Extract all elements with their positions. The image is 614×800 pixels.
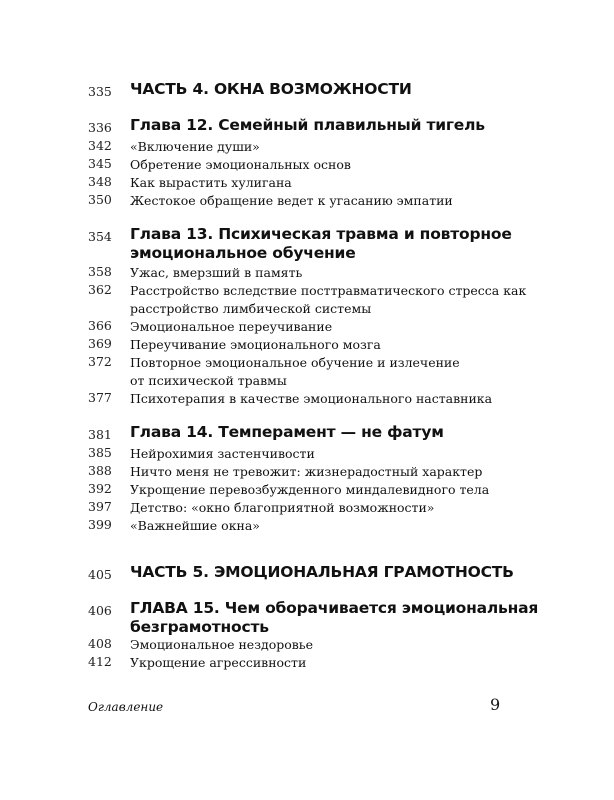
toc-page-number: 354 xyxy=(88,229,112,244)
toc-title: Как вырастить хулигана xyxy=(130,175,292,190)
toc-title: Жестокое обращение ведет к угасанию эмпатии xyxy=(130,193,453,208)
toc-page-number: 348 xyxy=(88,174,112,189)
toc-title-continuation: от психической травмы xyxy=(130,373,287,388)
toc-page-number: 362 xyxy=(88,282,112,297)
toc-page-number: 397 xyxy=(88,499,112,514)
toc-page-number: 388 xyxy=(88,463,112,478)
toc-title: Глава 13. Психическая травма и повторное xyxy=(130,225,512,243)
toc-title: «Включение души» xyxy=(130,139,260,154)
toc-title: Глава 12. Семейный плавильный тигель xyxy=(130,116,485,134)
toc-title: ЧАСТЬ 4. ОКНА ВОЗМОЖНОСТИ xyxy=(130,80,412,98)
toc-page-number: 408 xyxy=(88,636,112,651)
toc-page-number: 336 xyxy=(88,120,112,135)
toc-page-number: 358 xyxy=(88,264,112,279)
toc-page-number: 381 xyxy=(88,427,112,442)
toc-title: Расстройство вследствие посттравматического стресса как xyxy=(130,283,527,298)
toc-title-continuation: расстройство лимбической системы xyxy=(130,301,372,316)
toc-title: Нейрохимия застенчивости xyxy=(130,446,315,461)
toc-title: Укрощение перевозбужденного миндалевидного тела xyxy=(130,482,490,497)
toc-page-number: 399 xyxy=(88,517,112,532)
toc-page-number: 405 xyxy=(88,567,112,582)
toc-page-number: 406 xyxy=(88,603,112,618)
toc-title-continuation: эмоциональное обучение xyxy=(130,244,356,262)
toc-page-number: 335 xyxy=(88,84,112,99)
toc-title: Ужас, вмерзший в память xyxy=(130,265,303,280)
toc-page-number: 412 xyxy=(88,654,112,669)
toc-title: Обретение эмоциональных основ xyxy=(130,157,351,172)
toc-title: Укрощение агрессивности xyxy=(130,655,307,670)
toc-title: Переучивание эмоционального мозга xyxy=(130,337,381,352)
toc-title: Эмоциональное нездоровье xyxy=(130,637,314,652)
toc-title: ЧАСТЬ 5. ЭМОЦИОНАЛЬНАЯ ГРАМОТНОСТЬ xyxy=(130,563,514,581)
toc-title: «Важнейшие окна» xyxy=(130,518,260,533)
toc-page-number: 392 xyxy=(88,481,112,496)
toc-title-continuation: безграмотность xyxy=(130,618,269,636)
toc-page-number: 366 xyxy=(88,318,112,333)
toc-title: Ничто меня не тревожит: жизнерадостный характер xyxy=(130,464,483,479)
toc-page-number: 350 xyxy=(88,192,112,207)
page-number: 9 xyxy=(490,695,501,714)
running-footer-label: Оглавление xyxy=(88,700,164,714)
toc-page-number: 369 xyxy=(88,336,112,351)
toc-page-number: 385 xyxy=(88,445,112,460)
toc-title: Психотерапия в качестве эмоционального наставника xyxy=(130,391,493,406)
toc-title: Повторное эмоциональное обучение и излечение xyxy=(130,355,460,370)
toc-page-number: 342 xyxy=(88,138,112,153)
toc-page-number: 345 xyxy=(88,156,112,171)
toc-page-number: 377 xyxy=(88,390,112,405)
toc-title: Детство: «окно благоприятной возможности» xyxy=(130,500,435,515)
toc-title: Эмоциональное переучивание xyxy=(130,319,333,334)
toc-title: Глава 14. Темперамент — не фатум xyxy=(130,423,444,441)
toc-page-number: 372 xyxy=(88,354,112,369)
toc-title: ГЛАВА 15. Чем оборачивается эмоциональная xyxy=(130,599,539,617)
